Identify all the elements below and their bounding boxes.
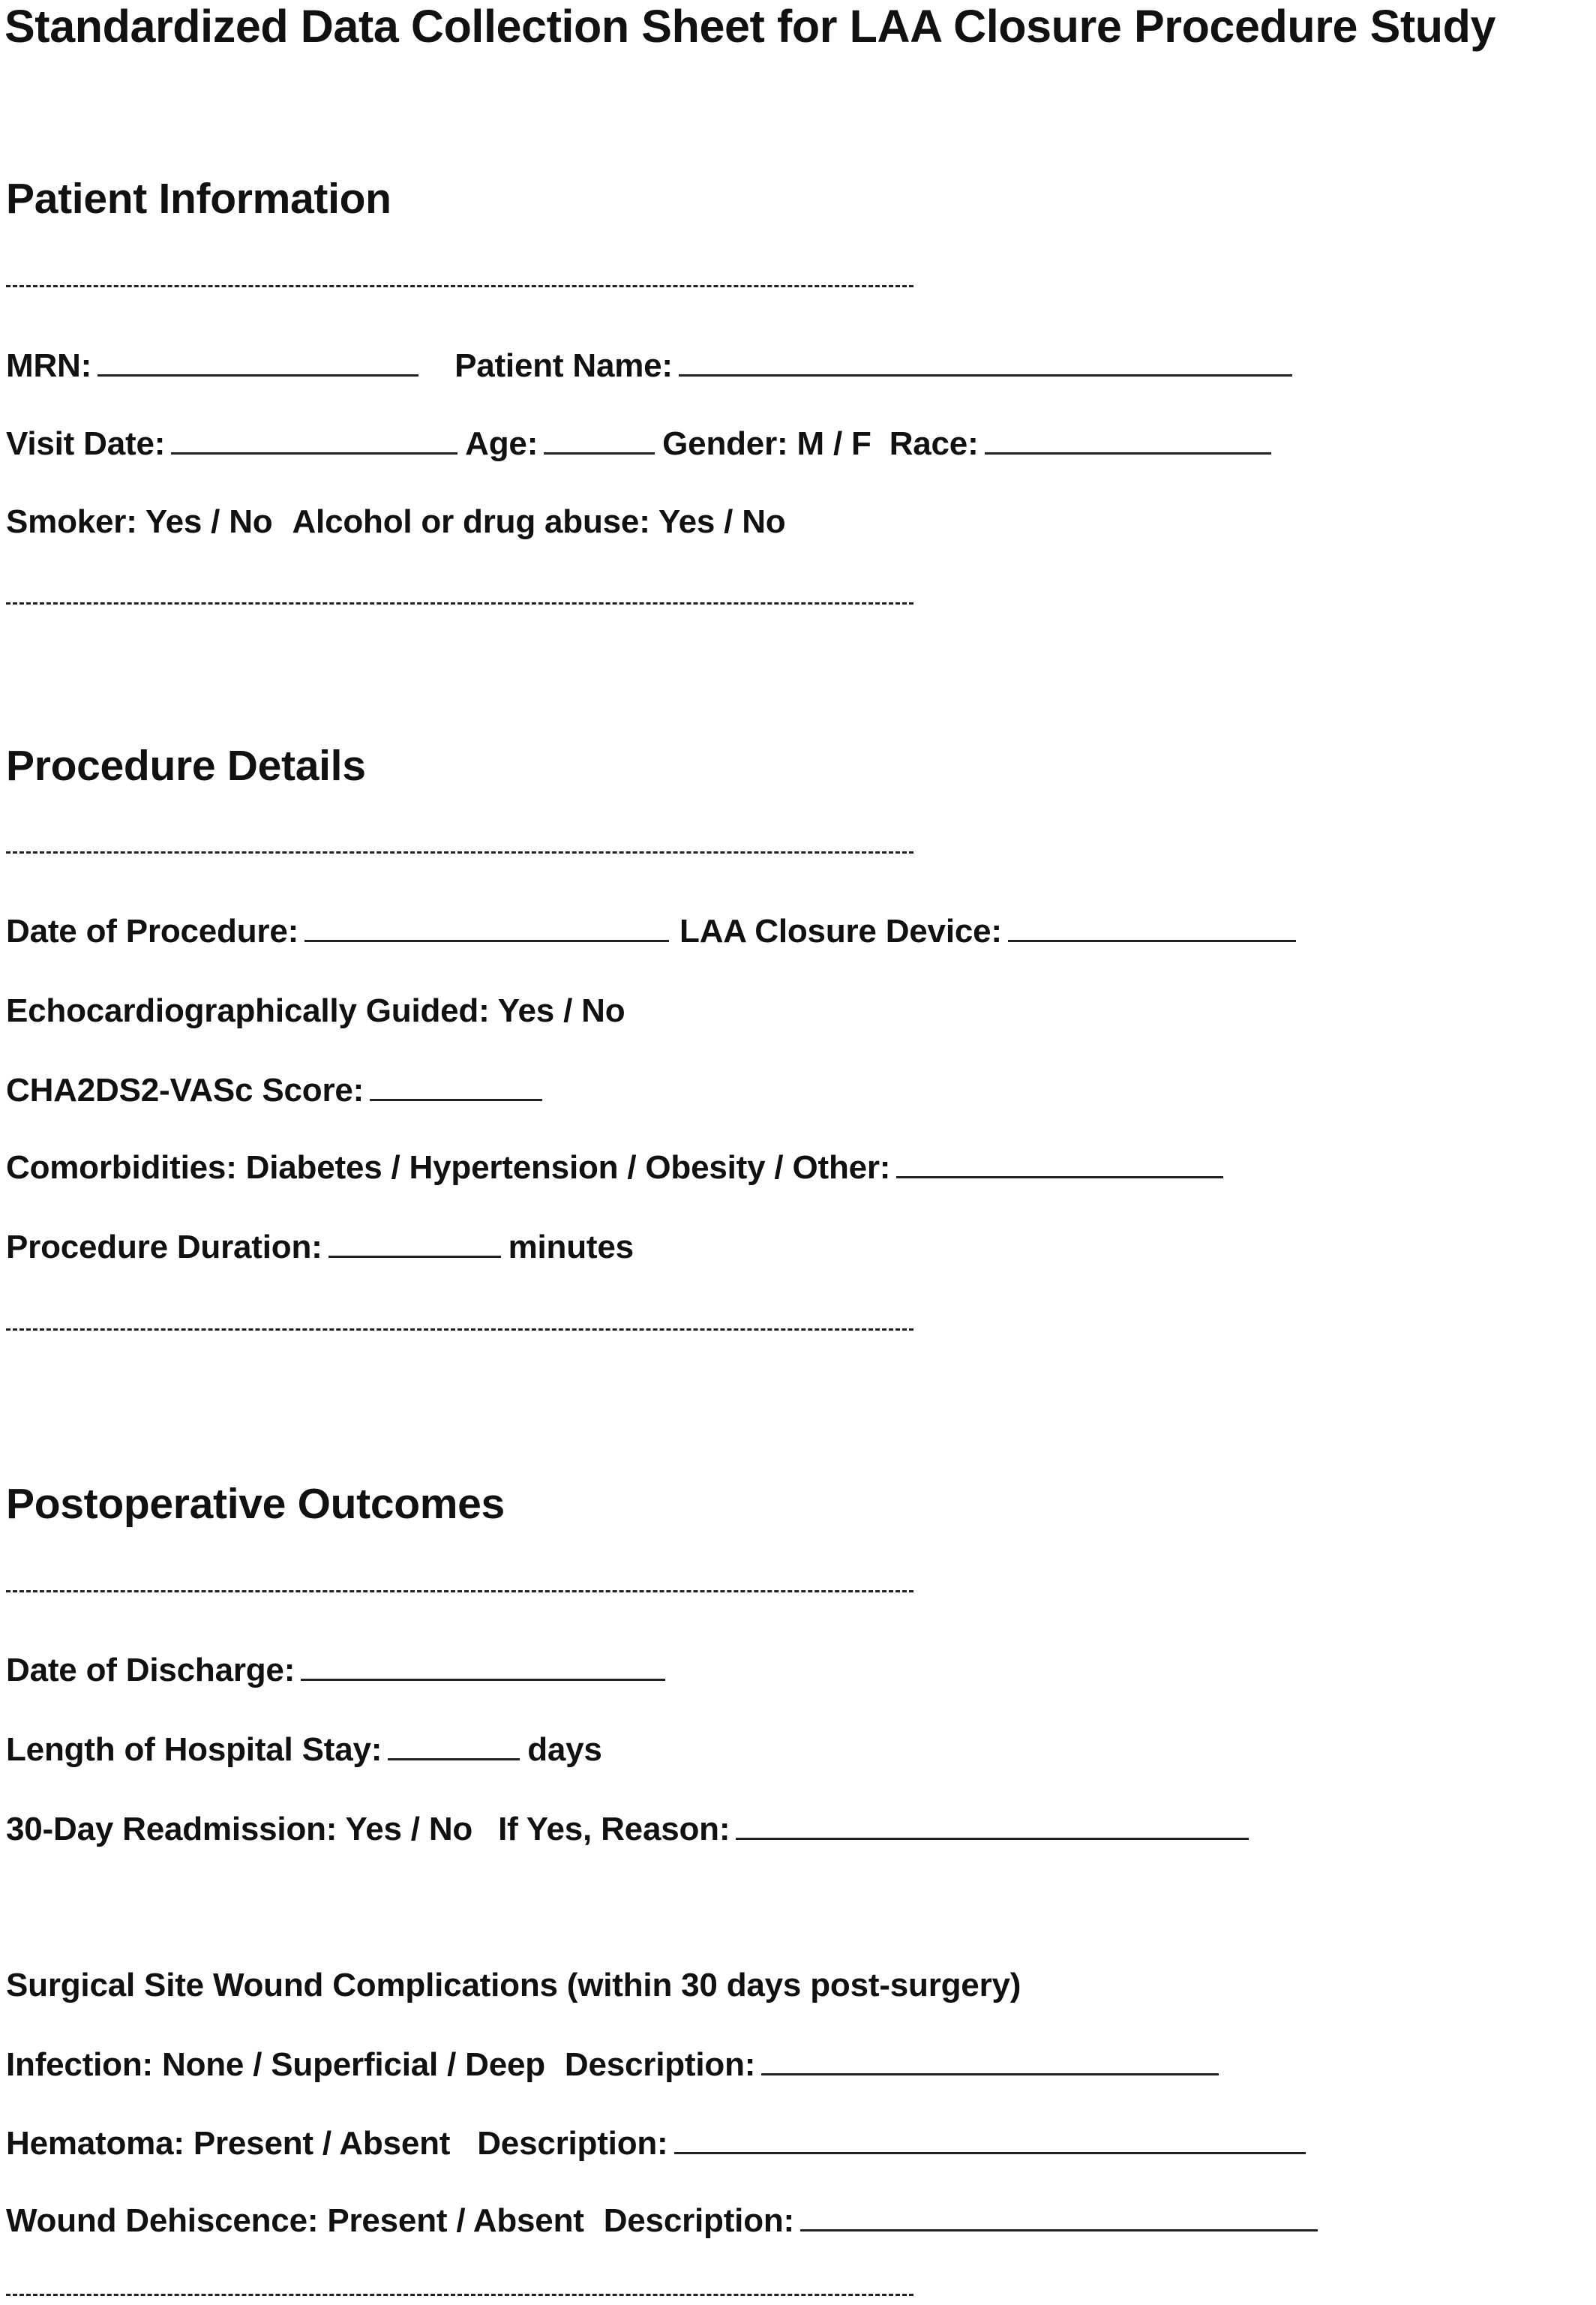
readmission-reason-field[interactable] xyxy=(736,1817,1249,1840)
form-row-infection xyxy=(6,2045,1226,2084)
age-label: Age: xyxy=(465,425,538,462)
dehiscence-description-field[interactable] xyxy=(800,2208,1318,2231)
race-field[interactable] xyxy=(985,431,1271,455)
hospital-stay-field[interactable] xyxy=(388,1737,520,1760)
patient-name-field[interactable] xyxy=(679,353,1292,377)
mrn-label: MRN: xyxy=(6,347,92,384)
wound-complications-label: Surgical Site Wound Complications (within 30 days post-surgery) xyxy=(6,1967,1022,2003)
form-row-smoker-alcohol xyxy=(6,503,785,542)
duration-field[interactable] xyxy=(328,1235,501,1258)
hematoma-label: Hematoma: Present / Absent xyxy=(6,2125,451,2162)
duration-unit: minutes xyxy=(508,1229,634,1265)
hematoma-description-label: Description: xyxy=(477,2125,668,2162)
dehiscence-label: Wound Dehiscence: Present / Absent xyxy=(6,2202,584,2239)
dashed-divider xyxy=(6,851,914,854)
age-field[interactable] xyxy=(544,431,655,455)
form-row-comorbidities xyxy=(6,1148,1231,1187)
form-row-duration xyxy=(6,1228,634,1267)
dashed-divider xyxy=(6,285,914,287)
discharge-date-label: Date of Discharge: xyxy=(6,1652,296,1688)
visit-date-field[interactable] xyxy=(171,431,458,455)
gender-label: Gender: M / F xyxy=(662,425,872,462)
infection-description-label: Description: xyxy=(564,2046,756,2083)
infection-label: Infection: None / Superficial / Deep xyxy=(6,2046,545,2083)
section-heading-postoperative-outcomes: Postoperative Outcomes xyxy=(6,1480,505,1528)
alcohol-drug-label: Alcohol or drug abuse: Yes / No xyxy=(292,503,786,540)
form-row-procedure-date-device xyxy=(6,912,1304,951)
closure-device-field[interactable] xyxy=(1008,919,1296,942)
form-row-echo-guided xyxy=(6,992,625,1031)
section-heading-procedure-details: Procedure Details xyxy=(6,742,366,790)
form-row-readmission xyxy=(6,1810,1256,1849)
dashed-divider xyxy=(6,2294,914,2296)
hospital-stay-label: Length of Hospital Stay: xyxy=(6,1731,382,1768)
wound-complications-heading xyxy=(6,1966,1021,2005)
procedure-date-label: Date of Procedure: xyxy=(6,913,299,950)
dehiscence-description-label: Description: xyxy=(603,2202,794,2239)
comorbidities-label: Comorbidities: Diabetes / Hypertension / Obesity / Other: xyxy=(6,1149,891,1186)
echo-guided-label: Echocardiographically Guided: Yes / No xyxy=(6,992,626,1029)
visit-date-label: Visit Date: xyxy=(6,425,166,462)
form-row-hematoma xyxy=(6,2124,1313,2163)
duration-label: Procedure Duration: xyxy=(6,1229,322,1265)
form-row-visit-age-gender-race xyxy=(6,425,1279,464)
patient-name-label: Patient Name: xyxy=(454,347,673,384)
form-row-mrn-name xyxy=(6,347,1300,386)
readmission-reason-label: If Yes, Reason: xyxy=(498,1811,730,1847)
form-row-hospital-stay xyxy=(6,1730,602,1769)
discharge-date-field[interactable] xyxy=(301,1658,665,1681)
smoker-label: Smoker: Yes / No xyxy=(6,503,273,540)
readmission-label: 30-Day Readmission: Yes / No xyxy=(6,1811,473,1847)
vasc-score-label: CHA2DS2-VASc Score: xyxy=(6,1072,364,1109)
dashed-divider xyxy=(6,1590,914,1592)
sheet-title: Standardized Data Collection Sheet for LAA Closure Procedure Study xyxy=(4,1,1496,52)
mrn-field[interactable] xyxy=(98,353,418,377)
dashed-divider xyxy=(6,602,914,605)
vasc-score-field[interactable] xyxy=(370,1078,542,1101)
procedure-date-field[interactable] xyxy=(304,919,669,942)
form-row-vasc-score xyxy=(6,1071,550,1110)
section-heading-patient-information: Patient Information xyxy=(6,175,392,223)
comorbidities-other-field[interactable] xyxy=(896,1155,1223,1178)
form-row-discharge-date xyxy=(6,1651,673,1690)
infection-description-field[interactable] xyxy=(761,2052,1219,2075)
dashed-divider xyxy=(6,1328,914,1331)
race-label: Race: xyxy=(889,425,979,462)
hematoma-description-field[interactable] xyxy=(674,2131,1306,2154)
hospital-stay-unit: days xyxy=(527,1731,602,1768)
closure-device-label: LAA Closure Device: xyxy=(680,913,1002,950)
form-row-dehiscence xyxy=(6,2201,1325,2240)
